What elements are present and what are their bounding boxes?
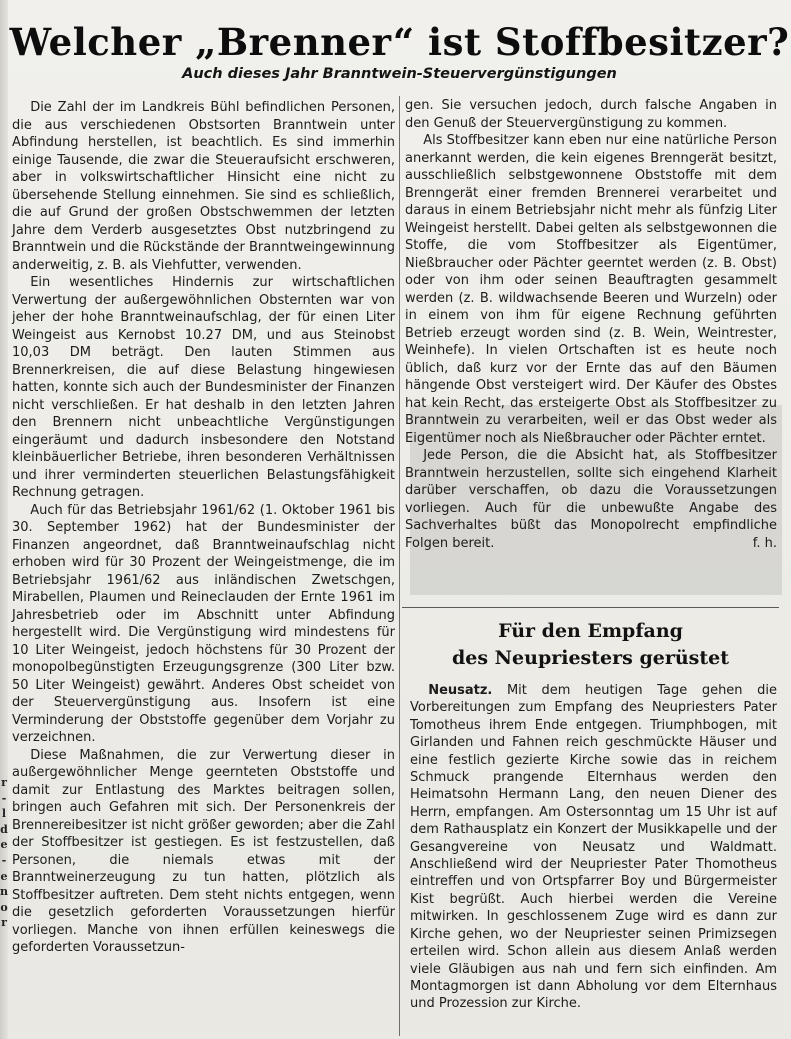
- article-paragraph: Ein wesentliches Hindernis zur wirtschaftlichen Verwertung der außergewöhnlichen Obsternten war von jeher der hohe Branntweinaufschlag, der für einen Liter Weingeist aus Kernobst 10.27 DM, und aus Steinobst 10,03 DM beträgt. Den lauten Stimmen aus Brennerkreisen, die auf diese Belastung hingewiesen hatten, konnte sich auch der Bundesminister der Finanzen nicht verschließen. Er hat deshalb in den letzten Jahren den Brennern nicht unbeachtliche Vergünstigungen eingeräumt und dadurch insbesondere den Notstand kleinbäuerlicher Betriebe, ihren besonderen Verhältnissen und ihrer verminderten steuerlichen Belastungsfähigkeit Rechnung getragen.: [12, 275, 395, 500]
- margin-letter: -: [1, 853, 7, 867]
- margin-letter: e: [0, 869, 8, 883]
- column-divider: [399, 96, 400, 1036]
- article-paragraph: [405, 447, 777, 552]
- article-headline: Welcher „Brenner“ ist Stoffbesitzer?: [9, 20, 790, 64]
- article-right-column: [405, 97, 777, 552]
- margin-letter-fragments: [0, 775, 8, 931]
- article-subheadline: Auch dieses Jahr Branntwein-Steuervergünstigungen: [182, 66, 617, 82]
- margin-letter: e: [0, 838, 8, 852]
- dateline-place: Neusatz.: [428, 683, 493, 698]
- article-paragraph: Als Stoffbesitzer kann eben nur eine natürliche Person anerkannt werden, die kein eigenes Brenngerät besitzt, ausschließlich selbstgewonnene Obststoffe mit dem Brenngerät einer fremden Brennerei verarbeitet und daraus in einem Betriebsjahr nicht mehr als fünfzig Liter Weingeist herstellt. Dabei gelten als selbstgewonnen die Stoffe, die vom Stoffbesitzer als Eigentümer, Nießbraucher oder Pächter geerntet werden (z. B. Obst) oder von ihm oder seinen Beauftragten gesammelt werden (z. B. wildwachsende Beeren und Wurzeln) oder in einem von ihm für eigene Rechnung geführten Betrieb erzeugt worden sind (z. B. Wein, Weintrester, Weinhefe). In vielen Ortschaften ist es heute noch üblich, daß kurz vor der Ernte das auf den Bäumen hängende Obst versteigert wird. Der Käufer des Obstes hat kein Recht, das ersteigerte Obst als Stoffbesitzer zu Branntwein zu verarbeiten, weil er das Obst weder als Eigentümer noch als Nießbraucher oder Pächter erntet.: [405, 133, 777, 446]
- margin-letter: l: [1, 807, 7, 821]
- margin-letter: r: [1, 916, 7, 930]
- margin-letter: n: [0, 885, 8, 899]
- margin-letter: r: [1, 776, 7, 789]
- headline-line-2: des Neupriesters gerüstet: [452, 647, 729, 669]
- article-paragraph: Auch für das Betriebsjahr 1961/62 (1. Oktober 1961 bis 30. September 1962) hat der Bundesminister der Finanzen angeordnet, daß Branntweinaufschlag nicht erhoben wird für 30 Prozent der Weingeistmenge, die im Betriebsjahr 1961/62 aus inländischen Zwetschgen, Mirabellen, Plaumen und Reineclauden der Ernte 1961 im Jahresbetrieb oder im Abschnitt unter Abfindung hergestellt wird. Die Vergünstigung wird mindestens für 10 Liter Weingeist, jedoch höchstens für 30 Prozent der monopolbegünstigten Erzeugungsgrenze (300 Liter bzw. 50 Liter Weingeist) gewährt. Anderes Obst scheidet von der Steuervergünstigung aus. Insofern ist eine Verminderung der Obststoffe gegenüber dem Vorjahr zu verzeichnen.: [12, 502, 395, 745]
- margin-letter: o: [0, 900, 8, 914]
- author-byline: f. h.: [752, 535, 777, 551]
- article-separator: [402, 607, 779, 608]
- article-paragraph: Diese Maßnahmen, die zur Verwertung dieser in außergewöhnlicher Menge geernteten Obststoffe und damit zur Entlastung des Marktes beitragen sollen, bringen auch Gefahren mit sich. Der Personenkreis der Brennereibesitzer ist nicht größer geworden; aber die Zahl der Stoffbesitzer ist gestiegen. Es ist festzustellen, daß Personen, die niemals etwas mit der Branntweinerzeugung zu tun hatten, plötzlich als Stoffbesitzer auftreten. Dem steht nichts entgegen, wenn die gesetzlich geforderten Voraussetzungen hierfür vorliegen. Manche von ihnen erfüllen keineswegs die geforderten Voraussetzun-: [12, 747, 395, 955]
- headline-line-1: Für den Empfang: [498, 620, 683, 642]
- article-paragraph: [410, 682, 777, 1013]
- second-article-headline: [402, 618, 779, 672]
- article-paragraph: Die Zahl der im Landkreis Bühl befindlichen Personen, die aus verschiedenen Obstsorten Branntwein unter Abfindung herstellen, ist beachtlich. Es sind immerhin einige Tausende, die zwar die Steueraufsicht erschweren, aber in volkswirtschaftlicher Hinsicht eine nicht zu übersehende Stellung einnehmen. Sie sind es schließlich, die auf Grund der großen Obstschwemmen der letzten Jahre dem Verderb ausgesetztes Obst nutzbringend zu Branntwein und die Rückstände der Branntweingewinnung anderweitig, z. B. als Viehfutter, verwenden.: [12, 100, 395, 273]
- margin-letter: d: [0, 822, 8, 836]
- article-left-column: [12, 99, 395, 957]
- article-paragraph-text: Jede Person, die die Absicht hat, als Stoffbesitzer Branntwein herzustellen, sollte sich eingehend Klarheit darüber verschaffen, ob dazu die Voraussetzungen vorliegen. Auch für die unbewußte Angabe des Sachverhaltes büßt das Monopolrecht empfindliche Folgen bereit.: [405, 448, 777, 551]
- second-article-body: [410, 682, 777, 1013]
- article-paragraph: gen. Sie versuchen jedoch, durch falsche Angaben in den Genuß der Steuervergünstigung zu kommen.: [405, 98, 777, 131]
- article-body-text: Mit dem heutigen Tage gehen die Vorbereitungen zum Empfang des Neupriesters Pater Tomotheus ihrem Ende entgegen. Triumphbogen, mit Girlanden und Fahnen reich geschmückte Häuser und eine festlich gezierte Kirche sowie das in reichem Schmuck prangende Elternhaus werden den Heimatsohn Hermann Lang, den neuen Diener des Herrn, empfangen. Am Ostersonntag um 15 Uhr ist auf dem Rathausplatz ein Konzert der Musikkapelle und der Gesangvereine von Neusatz und Waldmatt. Anschließend wird der Neupriester Pater Thomotheus eintreffen und von Ortspfarrer Boy und Bürgermeister Kist begrüßt. Auch hierbei werden die Vereine mitwirken. In geschlossenem Zuge wird es dann zur Kirche gehen, wo der Neupriester seinen Primizsegen erteilen wird. Schon allein aus diesem Anlaß werden viele Gläubigen aus nah und fern sich einfinden. Am Montagmorgen ist dann Abholung vor dem Elternhaus und Prozession zur Kirche.: [410, 683, 777, 1012]
- margin-letter: -: [1, 791, 7, 805]
